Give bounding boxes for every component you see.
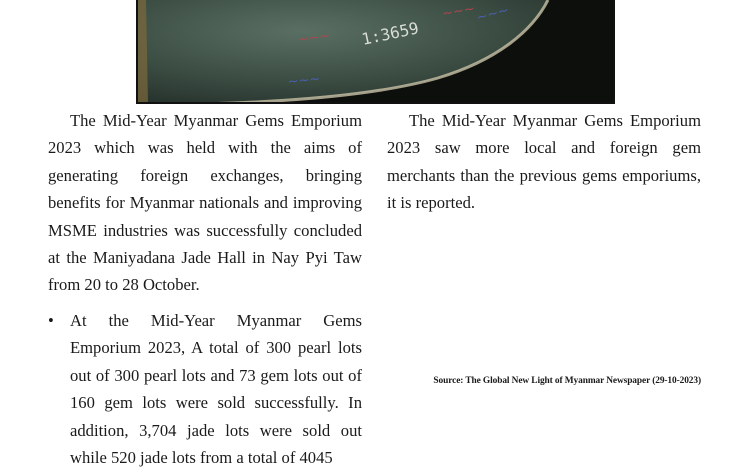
article-left-column	[48, 107, 362, 299]
bullet-item	[48, 307, 362, 471]
svg-text:~~~: ~~~	[475, 2, 511, 26]
article-right-column	[387, 107, 701, 217]
gem-stone-photo-icon	[138, 0, 615, 104]
source-credit: Source: The Global New Light of Myanmar Newspaper (29-10-2023)	[433, 376, 701, 386]
svg-text:~~~: ~~~	[296, 28, 331, 48]
bullet-marker: •	[48, 311, 54, 330]
svg-text:~~~: ~~~	[286, 71, 321, 90]
jade-stone-photo	[136, 0, 615, 104]
svg-text:~~~: ~~~	[441, 1, 476, 22]
intro-paragraph: The Mid-Year Myanmar Gems Emporium 2023 which was held with the aims of generating foreign exchanges, bringing benefits for Myanmar nationals and improving MSME industries was successfully concluded at the Maniyadana Jade Hall in Nay Pyi Taw from 20 to 28 October.	[48, 111, 362, 295]
bullet-text: At the Mid-Year Myanmar Gems Emporium 2023, A total of 300 pearl lots out of 300 pearl lots and 73 gem lots out of 160 gem lots were sold successfully. In addition, 3,704 jade lots were sold out while 520 jade lots from a total of 4045	[70, 311, 362, 468]
stone-label: 1:3659	[359, 18, 421, 49]
merchants-paragraph: The Mid-Year Myanmar Gems Emporium 2023 saw more local and foreign gem merchants than the previous gems emporiums, it is reported.	[387, 111, 701, 213]
